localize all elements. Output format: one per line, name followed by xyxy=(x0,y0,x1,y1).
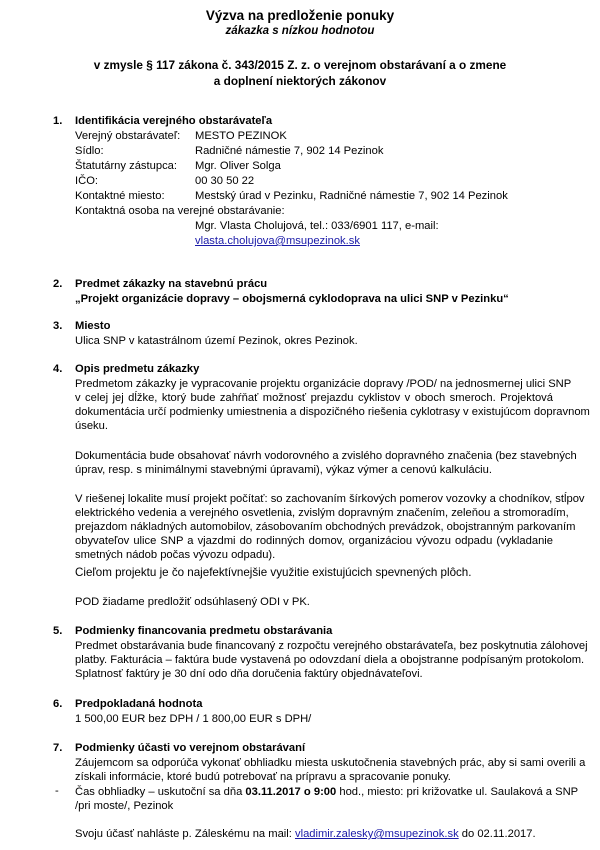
registration-note xyxy=(75,828,536,841)
description-paragraph-3 xyxy=(75,492,585,562)
section-2-number: 2. xyxy=(53,278,63,290)
description-p3-line: elektrického vedenia a verejného osvetlenia, zvislým dopravným značením, zeleňou a stromoradím, xyxy=(75,507,569,519)
contact-person-label: Kontaktná osoba na verejné obstarávanie: xyxy=(75,205,285,217)
financing-paragraph xyxy=(75,639,588,681)
section-6-number: 6. xyxy=(53,698,63,710)
description-p1-line: dokumentácia určí podmienky umiestnenia a dispozičného riešenia cyklotrasy v existujúcom dopravnom xyxy=(75,406,590,418)
description-p2-line: Dokumentácia bude obsahovať návrh vodorovného a zvislého dopravného značenia (bez stavebných xyxy=(75,450,577,462)
section-5-heading: Podmienky financovania predmetu obstarávania xyxy=(75,625,333,637)
contract-subject: „Projekt organizácie dopravy – obojsmerná cyklodoprava na ulici SNP v Pezinku“ xyxy=(75,293,509,305)
description-paragraph-1 xyxy=(75,377,590,433)
inspection-date: 03.11.2017 xyxy=(245,786,301,798)
law-reference-line2: a doplnení niektorých zákonov xyxy=(213,74,387,88)
seat-label: Sídlo: xyxy=(75,145,104,157)
description-p3-line: obyvateľov ulice SNP a vjazdmi do rodinných domov, organizáciou vývozu odpadu (vykladanie xyxy=(75,535,553,547)
financing-line: platby. Fakturácia – faktúra bude vystavená po odovzdaní diela a obojstranne podpísaným protokolom. xyxy=(75,654,585,666)
contact-place-label: Kontaktné miesto: xyxy=(75,190,165,202)
inspection-text-post: hod., miesto: pri križovatke ul. Saulaková a SNP xyxy=(336,786,579,798)
section-4-number: 4. xyxy=(53,363,63,375)
contact-email-link[interactable]: vlasta.cholujova@msupezinok.sk xyxy=(195,235,360,247)
contact-place-value: Mestský úrad v Pezinku, Radničné námestie 7, 902 14 Pezinok xyxy=(195,190,508,202)
statutory-representative-label: Štatutárny zástupca: xyxy=(75,160,177,172)
section-1-heading: Identifikácia verejného obstarávateľa xyxy=(75,115,273,127)
section-7-heading: Podmienky účasti vo verejnom obstarávaní xyxy=(75,742,306,754)
contracting-authority-value: MESTO PEZINOK xyxy=(195,130,287,142)
participation-paragraph-1 xyxy=(75,756,586,784)
contact-person-value: Mgr. Vlasta Cholujová, tel.: 033/6901 117, e-mail: xyxy=(195,220,439,232)
description-p2-line: úprav, resp. s minimálnymi stavebnými úpravami), výkaz výmer a cenovú kalkuláciu. xyxy=(75,464,492,476)
seat-value: Radničné námestie 7, 902 14 Pezinok xyxy=(195,145,384,157)
description-p3-line: prejazdom nákladných automobilov, zásobovaním obchodných prevádzok, obojstranným parkovaním xyxy=(75,521,576,533)
registration-text-pre: Svoju účasť nahláste p. Záleskému na mail: xyxy=(75,828,295,840)
document-subtitle: zákazka s nízkou hodnotou xyxy=(225,25,375,37)
description-p1-line: úseku. xyxy=(75,420,108,432)
section-2-heading: Predmet zákazky na stavebnú prácu xyxy=(75,278,268,290)
description-paragraph-4: Cieľom projektu je čo najefektívnejšie využitie existujúcich spevnených plôch. xyxy=(75,566,472,579)
section-6-heading: Predpokladaná hodnota xyxy=(75,698,203,710)
inspection-line-1 xyxy=(75,785,579,799)
inspection-text-pre: Čas obhliadky – uskutoční sa dňa xyxy=(75,786,246,798)
section-5-number: 5. xyxy=(53,625,63,637)
description-paragraph-5: POD žiadame predložiť odsúhlasený ODI v PK. xyxy=(75,596,310,608)
section-7-number: 7. xyxy=(53,742,63,754)
inspection-time: 9:00 xyxy=(313,786,337,798)
ico-value: 00 30 50 22 xyxy=(195,175,255,187)
statutory-representative-value: Mgr. Oliver Solga xyxy=(195,160,281,172)
law-reference-line1: v zmysle § 117 zákona č. 343/2015 Z. z. o verejnom obstarávaní a o zmene xyxy=(93,58,507,72)
ico-label: IČO: xyxy=(75,175,98,187)
description-p1-line: Predmetom zákazky je vypracovanie projektu organizácie dopravy /POD/ na jednosmernej ulici SNP xyxy=(75,378,572,390)
section-3-heading: Miesto xyxy=(75,320,111,332)
description-p3-line: smetných nádob počas vývozu odpadu). xyxy=(75,549,276,561)
section-4-heading: Opis predmetu zákazky xyxy=(75,363,200,375)
participation-p1-line: Záujemcom sa odporúča vykonať obhliadku miesta uskutočnenia stavebných prác, aby si sami overili a xyxy=(75,757,586,769)
contracting-authority-label: Verejný obstarávateľ: xyxy=(75,130,181,142)
location-text: Ulica SNP v katastrálnom území Pezinok, okres Pezinok. xyxy=(75,335,358,347)
inspection-bullet: - xyxy=(55,785,59,797)
inspection-line-2: /pri moste/, Pezinok xyxy=(75,800,174,812)
registration-email-link[interactable]: vladimir.zalesky@msupezinok.sk xyxy=(294,828,459,840)
financing-line: Predmet obstarávania bude financovaný z rozpočtu verejného obstarávateľa, bez poskytnutia zálohovej xyxy=(75,640,588,652)
description-p3-line: V riešenej lokalite musí projekt počítať: so zachovaním šírkových pomerov vozovky a chodníkov, stĺpov xyxy=(75,493,585,505)
description-paragraph-2 xyxy=(75,449,577,477)
registration-text-post: do 02.11.2017. xyxy=(458,828,536,840)
financing-line: Splatnosť faktúry je 30 dní odo dňa doručenia faktúry objednávateľovi. xyxy=(75,668,423,680)
description-p1-line: v celej jej dĺžke, ktorý bude zahŕňať možnosť prejazdu cyklistov v oboch smeroch. Projektová xyxy=(75,392,553,404)
section-1-number: 1. xyxy=(53,115,63,127)
inspection-text-mid: o xyxy=(300,786,314,798)
participation-p1-line: získali informácie, ktoré budú potrebovať na prípravu a spracovanie ponuky. xyxy=(75,771,451,783)
document-title: Výzva na predloženie ponuky xyxy=(205,8,395,23)
section-3-number: 3. xyxy=(53,320,63,332)
inspection-paragraph xyxy=(75,785,579,813)
estimated-value-text: 1 500,00 EUR bez DPH / 1 800,00 EUR s DPH/ xyxy=(75,713,312,725)
